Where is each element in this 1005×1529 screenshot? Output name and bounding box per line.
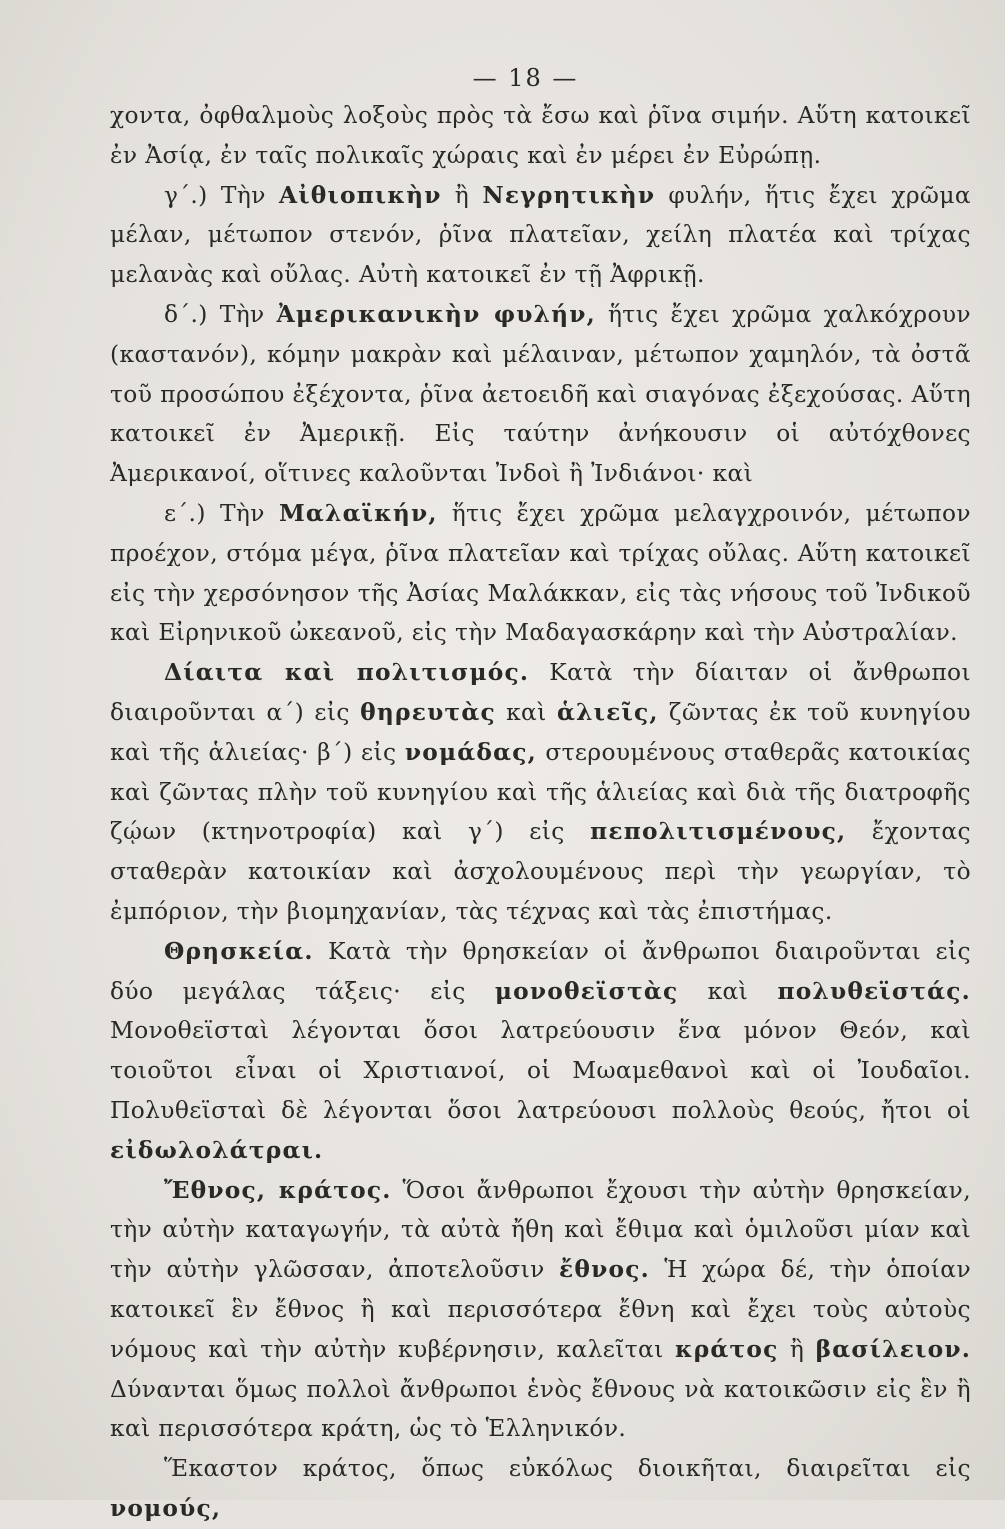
text-run: Ἕκαστον κράτος, ὅπως εὐκόλως διοικῆται, διαιρεῖται εἰς <box>164 1455 971 1483</box>
bold-term: πεπολιτισμένους, <box>590 818 847 846</box>
body-text <box>110 96 971 1529</box>
text-run: ἥτις ἔχει χρῶμα χαλκόχρουν (καστανόν), κόμην μακρὰν καὶ μέλαιναν, μέτωπον χαμηλόν, τὰ ὀστᾶ τοῦ προσώπου ἐξέχοντα, ῥῖνα ἀετοειδῆ καὶ σιαγόνας ἐξεχούσας. Αὕτη κατοικεῖ ἐν Ἀμερικῇ. Εἰς ταύτην ἀνήκουσιν οἱ αὐτόχθονες Ἀμερικανοί, οἵτινες καλοῦνται Ἰνδοὶ ἢ Ἰνδιάνοι· καὶ <box>110 300 971 488</box>
text-run: ἥτις ἔχει χρῶμα μελαγχροινόν, μέτωπον προέχον, στόμα μέγα, ῥῖνα πλατεῖαν καὶ τρίχας οὔλας. Αὕτη κατοικεῖ εἰς τὴν χερσόνησον τῆς Ἀσίας Μαλάκκαν, εἰς τὰς νήσους τοῦ Ἰνδικοῦ καὶ Εἰρηνικοῦ ὠκεανοῦ, εἰς τὴν Μαδαγασκάρην καὶ τὴν Αὐστραλίαν. <box>110 499 971 647</box>
bold-term: μονοθεϊστὰς <box>494 977 679 1005</box>
text-run: Ὅσοι ἄνθρωποι ἔχουσι τὴν αὐτὴν θρησκείαν, τὴν αὐτὴν καταγωγήν, τὰ αὐτὰ ἤθη καὶ ἔθιμα καὶ ὁμιλοῦσι μίαν καὶ τὴν αὐτὴν γλῶσσαν, ἀποτελοῦσιν <box>110 1176 972 1284</box>
text-run: Κατὰ τὴν θρησκείαν οἱ ἄνθρωποι διαιροῦνται εἰς δύο μεγάλας τάξεις· εἰς <box>110 937 971 1005</box>
bold-term: Νεγρητικὴν <box>482 181 656 209</box>
bold-term: πολυθεϊστάς. <box>777 977 971 1005</box>
bold-term: Μαλαϊκήν, <box>278 499 438 527</box>
page-number: — 18 — <box>472 64 579 92</box>
bold-term: Ἀμερικανικὴν φυλήν, <box>276 300 596 328</box>
text-run: χοντα, ὀφθαλμοὺς λοξοὺς πρὸς τὰ ἔσω καὶ ῥῖνα σιμήν. Αὕτη κατοικεῖ ἐν Ἀσίᾳ, ἐν ταῖς πολικαῖς χώραις καὶ ἐν μέρει ἐν Εὐρώπῃ. <box>110 102 971 169</box>
paragraph <box>110 932 971 1171</box>
bold-term: ἁλιεῖς, <box>556 698 659 726</box>
text-run: ε΄.) Τὴν <box>164 499 279 527</box>
text-run: Μονοθεϊσταὶ λέγονται ὅσοι λατρεύουσιν ἕνα μόνον Θεόν, καὶ τοιοῦτοι εἶναι οἱ Χριστιανοί, οἱ Μωαμεθανοὶ καὶ οἱ Ἰουδαῖοι. Πολυθεϊσταὶ δὲ λέγονται ὅσοι λατρεύουσι πολλοὺς θεούς, ἤτοι οἱ <box>110 1017 971 1124</box>
bold-term: θηρευτὰς <box>360 698 496 726</box>
text-run: στερουμένους σταθερᾶς κατοικίας καὶ ζῶντας πλὴν τοῦ κυνηγίου καὶ τῆς ἁλιείας καὶ διὰ τῆς διατροφῆς ζῴων (κτηνοτροφία) καὶ γ΄) εἰς <box>110 738 972 846</box>
text-run: δ΄.) Τὴν <box>164 300 277 328</box>
bold-term: βασίλειον. <box>815 1335 972 1363</box>
paragraph <box>110 1171 971 1450</box>
text-run: καὶ <box>678 977 778 1005</box>
bold-term: Θρησκεία. <box>164 937 314 965</box>
text-run: ζῶντας ἐκ τοῦ κυνηγίου καὶ τῆς ἁλιείας· β΄) εἰς <box>110 698 971 766</box>
text-run: Κατὰ τὴν δίαιταν οἱ ἄνθρωποι διαιροῦνται α΄) εἰς <box>110 659 971 726</box>
paragraph <box>110 1449 971 1529</box>
text-run: Ἡ χώρα δέ, τὴν ὁποίαν κατοικεῖ ἓν ἔθνος ἢ καὶ περισσότερα ἔθνη καὶ ἔχει τοὺς αὐτοὺς νόμους καὶ τὴν αὐτὴν κυβέρνησιν, καλεῖται <box>110 1256 972 1363</box>
paragraph <box>110 176 971 295</box>
text-run: ἔχοντας σταθερὰν κατοικίαν καὶ ἀσχολουμένους περὶ τὴν γεωργίαν, τὸ ἐμπόριον, τὴν βιομηχανίαν, τὰς τέχνας καὶ τὰς ἐπιστήμας. <box>110 818 971 925</box>
text-run: Δύνανται ὅμως πολλοὶ ἄνθρωποι ἑνὸς ἔθνους νὰ κατοικῶσιν εἰς ἓν ἢ καὶ περισσότερα κράτη, ὡς τὸ Ἑλληνικόν. <box>110 1375 971 1443</box>
bold-term: εἰδωλολάτραι. <box>110 1136 324 1164</box>
paragraph <box>110 653 971 932</box>
bold-term: ἔθνος. <box>559 1256 650 1284</box>
paragraph <box>110 494 971 653</box>
paragraph <box>110 96 971 176</box>
bold-term: Δίαιτα καὶ πολιτισμός. <box>164 659 530 687</box>
bold-term: Αἰθιοπικὴν <box>278 181 442 209</box>
text-run: γ΄.) Τὴν <box>164 181 279 209</box>
text-run: καὶ <box>495 698 557 726</box>
bold-term: κράτος <box>675 1335 779 1363</box>
bold-term: Ἔθνος, κράτος. <box>164 1176 392 1204</box>
bold-term: νομούς, <box>110 1494 222 1522</box>
text-run: ἢ <box>441 181 483 209</box>
paragraph <box>110 295 971 494</box>
text-run: ἢ <box>778 1335 816 1363</box>
bold-term: νομάδας, <box>404 738 537 766</box>
text-run: φυλήν, ἥτις ἔχει χρῶμα μέλαν, μέτωπον στενόν, ῥῖνα πλατεῖαν, χείλη πλατέα καὶ τρίχας μελανὰς καὶ οὔλας. Αὐτὴ κατοικεῖ ἐν τῇ Ἀφρικῇ. <box>110 181 972 289</box>
